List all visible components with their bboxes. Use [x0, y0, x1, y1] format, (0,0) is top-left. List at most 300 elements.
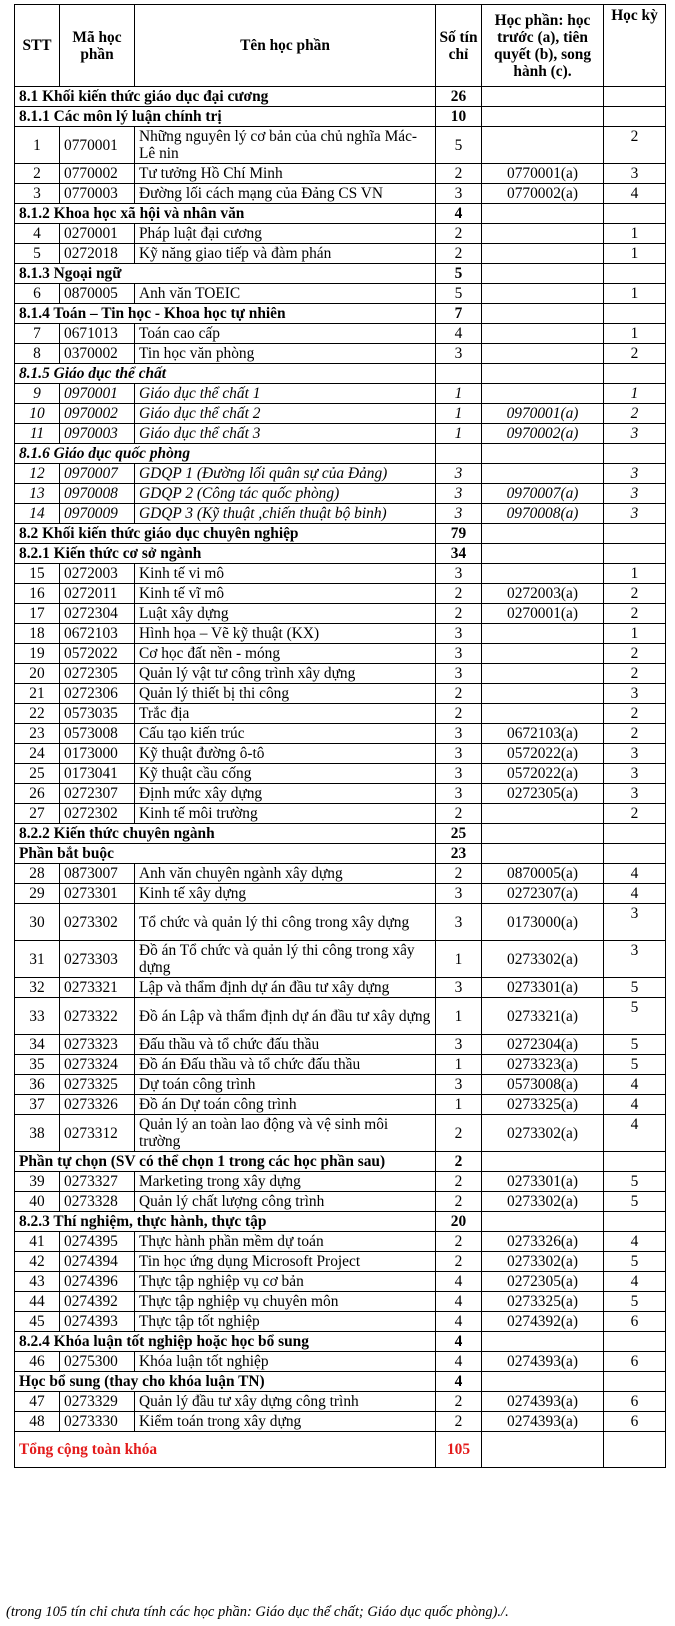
table-row — [15, 484, 666, 504]
course-credits: 1 — [436, 424, 482, 444]
header-row — [15, 5, 666, 87]
course-prereq — [482, 244, 604, 264]
prereq-cell — [482, 264, 604, 284]
prereq-cell — [482, 364, 604, 384]
course-code: 0274395 — [60, 1232, 135, 1252]
course-prereq: 0274393(a) — [482, 1352, 604, 1372]
course-semester: 3 — [604, 784, 666, 804]
table-row — [15, 1252, 666, 1272]
course-semester: 6 — [604, 1412, 666, 1432]
course-credits: 3 — [436, 1035, 482, 1055]
course-semester: 3 — [604, 764, 666, 784]
course-prereq — [482, 684, 604, 704]
semester-cell — [604, 444, 666, 464]
course-code: 0272302 — [60, 804, 135, 824]
section-credits — [436, 444, 482, 464]
prereq-cell — [482, 1212, 604, 1232]
curriculum-table — [14, 4, 666, 1468]
course-prereq — [482, 284, 604, 304]
row-stt: 32 — [15, 978, 60, 998]
course-semester: 4 — [604, 1115, 666, 1152]
course-semester: 3 — [604, 744, 666, 764]
table-row — [15, 704, 666, 724]
course-semester: 4 — [604, 864, 666, 884]
header-code: Mã học phần — [60, 5, 135, 87]
course-semester: 4 — [604, 1095, 666, 1115]
course-semester: 3 — [604, 464, 666, 484]
semester-cell — [604, 304, 666, 324]
course-semester: 5 — [604, 1192, 666, 1212]
course-credits: 3 — [436, 978, 482, 998]
course-credits: 3 — [436, 1075, 482, 1095]
row-stt: 23 — [15, 724, 60, 744]
course-name: Quản lý an toàn lao động và vệ sinh môi trường — [135, 1115, 436, 1152]
header-credits: Số tín chỉ — [436, 5, 482, 87]
semester-cell — [604, 1152, 666, 1172]
course-code: 0970001 — [60, 384, 135, 404]
table-row — [15, 344, 666, 364]
row-stt: 43 — [15, 1272, 60, 1292]
section-credits: 4 — [436, 204, 482, 224]
table-row — [15, 624, 666, 644]
course-code: 0970002 — [60, 404, 135, 424]
course-code: 0770001 — [60, 127, 135, 164]
course-name: Tin học văn phòng — [135, 344, 436, 364]
course-prereq: 0273302(a) — [482, 941, 604, 978]
course-code: 0671013 — [60, 324, 135, 344]
row-stt: 27 — [15, 804, 60, 824]
table-row — [15, 1035, 666, 1055]
row-stt: 6 — [15, 284, 60, 304]
header-name: Tên học phần — [135, 5, 436, 87]
course-code: 0672103 — [60, 624, 135, 644]
table-row — [15, 1272, 666, 1292]
section-row — [15, 544, 666, 564]
section-title: 8.1.3 Ngoại ngữ — [15, 264, 436, 284]
course-credits: 3 — [436, 564, 482, 584]
course-name: Định mức xây dựng — [135, 784, 436, 804]
course-semester: 1 — [604, 564, 666, 584]
course-name: Kinh tế vi mô — [135, 564, 436, 584]
course-prereq — [482, 324, 604, 344]
course-prereq — [482, 704, 604, 724]
course-code: 0770002 — [60, 164, 135, 184]
row-stt: 29 — [15, 884, 60, 904]
header-prereq: Học phần: học trước (a), tiên quyết (b), song hành (c). — [482, 5, 604, 87]
course-code: 0272011 — [60, 584, 135, 604]
table-row — [15, 164, 666, 184]
course-name: Trắc địa — [135, 704, 436, 724]
course-semester: 2 — [604, 344, 666, 364]
course-code: 0272018 — [60, 244, 135, 264]
course-name: Tổ chức và quản lý thi công trong xây dựng — [135, 904, 436, 941]
course-credits: 2 — [436, 704, 482, 724]
course-prereq: 0273302(a) — [482, 1252, 604, 1272]
course-semester: 6 — [604, 1352, 666, 1372]
course-code: 0272304 — [60, 604, 135, 624]
section-row — [15, 1332, 666, 1352]
section-row — [15, 524, 666, 544]
course-credits: 3 — [436, 764, 482, 784]
footnote: (trong 105 tín chỉ chưa tính các học phần: Giáo dục thể chất; Giáo dục quốc phòng)./. — [6, 1604, 509, 1620]
prereq-cell — [482, 1432, 604, 1468]
course-semester: 1 — [604, 244, 666, 264]
course-code: 0573008 — [60, 724, 135, 744]
course-prereq — [482, 804, 604, 824]
course-semester: 2 — [604, 404, 666, 424]
semester-cell — [604, 364, 666, 384]
table-row — [15, 744, 666, 764]
table-row — [15, 724, 666, 744]
course-semester: 4 — [604, 1075, 666, 1095]
course-credits: 1 — [436, 998, 482, 1035]
course-code: 0274396 — [60, 1272, 135, 1292]
course-prereq: 0273325(a) — [482, 1292, 604, 1312]
table-row — [15, 464, 666, 484]
course-name: Tư tưởng Hồ Chí Minh — [135, 164, 436, 184]
row-stt: 7 — [15, 324, 60, 344]
total-label: Tổng cộng toàn khóa — [15, 1432, 436, 1468]
section-credits: 34 — [436, 544, 482, 564]
course-name: Anh văn TOEIC — [135, 284, 436, 304]
course-semester: 5 — [604, 998, 666, 1035]
course-code: 0573035 — [60, 704, 135, 724]
section-title: 8.1.6 Giáo dục quốc phòng — [15, 444, 436, 464]
table-row — [15, 1292, 666, 1312]
section-row — [15, 264, 666, 284]
course-credits: 2 — [436, 1115, 482, 1152]
course-semester: 1 — [604, 284, 666, 304]
semester-cell — [604, 824, 666, 844]
course-code: 0273302 — [60, 904, 135, 941]
section-row — [15, 844, 666, 864]
course-semester: 3 — [604, 941, 666, 978]
semester-cell — [604, 204, 666, 224]
course-code: 0273301 — [60, 884, 135, 904]
table-row — [15, 1055, 666, 1075]
course-credits: 2 — [436, 864, 482, 884]
row-stt: 8 — [15, 344, 60, 364]
course-prereq: 0970002(a) — [482, 424, 604, 444]
section-title: 8.2 Khối kiến thức giáo dục chuyên nghiệp — [15, 524, 436, 544]
section-credits: 26 — [436, 87, 482, 107]
course-credits: 1 — [436, 1095, 482, 1115]
course-code: 0273321 — [60, 978, 135, 998]
section-row — [15, 1152, 666, 1172]
course-name: Cơ học đất nền - móng — [135, 644, 436, 664]
section-title: 8.2.4 Khóa luận tốt nghiệp hoặc học bổ sung — [15, 1332, 436, 1352]
course-credits: 2 — [436, 1172, 482, 1192]
course-prereq: 0970007(a) — [482, 484, 604, 504]
course-semester: 3 — [604, 164, 666, 184]
course-name: Thực tập nghiệp vụ chuyên môn — [135, 1292, 436, 1312]
course-semester: 2 — [604, 804, 666, 824]
course-name: Toán cao cấp — [135, 324, 436, 344]
course-prereq: 0970001(a) — [482, 404, 604, 424]
row-stt: 37 — [15, 1095, 60, 1115]
section-row — [15, 107, 666, 127]
prereq-cell — [482, 107, 604, 127]
table-row — [15, 1115, 666, 1152]
section-credits: 4 — [436, 1372, 482, 1392]
course-semester: 4 — [604, 184, 666, 204]
section-title: 8.1.4 Toán – Tin học - Khoa học tự nhiên — [15, 304, 436, 324]
section-title: Phần tự chọn (SV có thể chọn 1 trong các học phần sau) — [15, 1152, 436, 1172]
semester-cell — [604, 1212, 666, 1232]
course-name: Khóa luận tốt nghiệp — [135, 1352, 436, 1372]
semester-cell — [604, 844, 666, 864]
semester-cell — [604, 524, 666, 544]
course-prereq: 0970008(a) — [482, 504, 604, 524]
course-prereq: 0572022(a) — [482, 764, 604, 784]
course-prereq: 0273323(a) — [482, 1055, 604, 1075]
table-row — [15, 998, 666, 1035]
table-row — [15, 978, 666, 998]
course-prereq: 0273321(a) — [482, 998, 604, 1035]
course-prereq: 0273302(a) — [482, 1192, 604, 1212]
course-semester: 2 — [604, 644, 666, 664]
row-stt: 24 — [15, 744, 60, 764]
row-stt: 30 — [15, 904, 60, 941]
section-credits: 2 — [436, 1152, 482, 1172]
course-prereq: 0572022(a) — [482, 744, 604, 764]
table-row — [15, 1412, 666, 1432]
course-credits: 2 — [436, 604, 482, 624]
section-title: 8.1.5 Giáo dục thể chất — [15, 364, 436, 384]
course-code: 0970008 — [60, 484, 135, 504]
course-credits: 3 — [436, 664, 482, 684]
row-stt: 1 — [15, 127, 60, 164]
table-row — [15, 604, 666, 624]
total-credits: 105 — [436, 1432, 482, 1468]
course-code: 0273303 — [60, 941, 135, 978]
course-semester: 3 — [604, 504, 666, 524]
semester-cell — [604, 1432, 666, 1468]
course-name: Quản lý đầu tư xây dựng công trình — [135, 1392, 436, 1412]
course-semester: 6 — [604, 1312, 666, 1332]
table-row — [15, 884, 666, 904]
course-credits: 5 — [436, 127, 482, 164]
course-name: Kỹ thuật cầu cống — [135, 764, 436, 784]
course-semester: 1 — [604, 324, 666, 344]
course-name: Đồ án Tổ chức và quản lý thi công trong xây dựng — [135, 941, 436, 978]
table-row — [15, 864, 666, 884]
course-code: 0274392 — [60, 1292, 135, 1312]
course-credits: 3 — [436, 744, 482, 764]
section-row — [15, 87, 666, 107]
course-code: 0274394 — [60, 1252, 135, 1272]
row-stt: 18 — [15, 624, 60, 644]
course-credits: 1 — [436, 404, 482, 424]
course-credits: 3 — [436, 904, 482, 941]
row-stt: 26 — [15, 784, 60, 804]
course-prereq: 0273301(a) — [482, 978, 604, 998]
section-credits: 7 — [436, 304, 482, 324]
course-code: 0272003 — [60, 564, 135, 584]
course-name: GDQP 1 (Đường lối quân sự của Đảng) — [135, 464, 436, 484]
course-credits: 3 — [436, 884, 482, 904]
course-credits: 4 — [436, 1312, 482, 1332]
table-row — [15, 1075, 666, 1095]
course-prereq: 0272305(a) — [482, 1272, 604, 1292]
course-semester: 2 — [604, 584, 666, 604]
section-credits: 25 — [436, 824, 482, 844]
course-credits: 1 — [436, 1055, 482, 1075]
course-credits: 3 — [436, 644, 482, 664]
course-name: Quản lý thiết bị thi công — [135, 684, 436, 704]
course-code: 0272306 — [60, 684, 135, 704]
course-name: Pháp luật đại cương — [135, 224, 436, 244]
section-row — [15, 204, 666, 224]
course-code: 0273324 — [60, 1055, 135, 1075]
row-stt: 31 — [15, 941, 60, 978]
course-name: Đấu thầu và tổ chức đấu thầu — [135, 1035, 436, 1055]
table-row — [15, 784, 666, 804]
row-stt: 21 — [15, 684, 60, 704]
course-name: Kinh tế vĩ mô — [135, 584, 436, 604]
row-stt: 45 — [15, 1312, 60, 1332]
course-semester: 4 — [604, 1272, 666, 1292]
table-row — [15, 324, 666, 344]
course-code: 0272307 — [60, 784, 135, 804]
course-credits: 3 — [436, 464, 482, 484]
course-prereq: 0273301(a) — [482, 1172, 604, 1192]
table-row — [15, 284, 666, 304]
course-code: 0970009 — [60, 504, 135, 524]
course-name: Kinh tế môi trường — [135, 804, 436, 824]
course-credits: 4 — [436, 1272, 482, 1292]
row-stt: 48 — [15, 1412, 60, 1432]
section-title: Phần bắt buộc — [15, 844, 436, 864]
row-stt: 46 — [15, 1352, 60, 1372]
table-row — [15, 1312, 666, 1332]
course-prereq: 0274393(a) — [482, 1412, 604, 1432]
semester-cell — [604, 87, 666, 107]
table-row — [15, 804, 666, 824]
course-semester: 5 — [604, 1252, 666, 1272]
table-row — [15, 504, 666, 524]
total-row — [15, 1432, 666, 1468]
row-stt: 39 — [15, 1172, 60, 1192]
course-credits: 3 — [436, 504, 482, 524]
course-semester: 5 — [604, 1035, 666, 1055]
row-stt: 12 — [15, 464, 60, 484]
course-code: 0873007 — [60, 864, 135, 884]
course-name: Thực hành phần mềm dự toán — [135, 1232, 436, 1252]
course-semester: 5 — [604, 1292, 666, 1312]
row-stt: 16 — [15, 584, 60, 604]
course-prereq: 0770002(a) — [482, 184, 604, 204]
section-credits: 79 — [436, 524, 482, 544]
semester-cell — [604, 107, 666, 127]
table-row — [15, 941, 666, 978]
course-name: Đồ án Lập và thẩm định dự án đầu tư xây dựng — [135, 998, 436, 1035]
course-semester: 4 — [604, 884, 666, 904]
table-row — [15, 224, 666, 244]
course-name: Kỹ thuật đường ô-tô — [135, 744, 436, 764]
course-code: 0273323 — [60, 1035, 135, 1055]
prereq-cell — [482, 844, 604, 864]
course-code: 0272305 — [60, 664, 135, 684]
semester-cell — [604, 1332, 666, 1352]
course-semester: 2 — [604, 127, 666, 164]
section-title: 8.2.3 Thí nghiệm, thực hành, thực tập — [15, 1212, 436, 1232]
course-credits: 2 — [436, 1412, 482, 1432]
course-semester: 3 — [604, 684, 666, 704]
course-code: 0870005 — [60, 284, 135, 304]
table-row — [15, 644, 666, 664]
section-row — [15, 444, 666, 464]
section-title: 8.2.1 Kiến thức cơ sở ngành — [15, 544, 436, 564]
table-row — [15, 244, 666, 264]
table-row — [15, 384, 666, 404]
section-title: 8.1 Khối kiến thức giáo dục đại cương — [15, 87, 436, 107]
section-credits: 10 — [436, 107, 482, 127]
row-stt: 13 — [15, 484, 60, 504]
table-row — [15, 1095, 666, 1115]
course-prereq — [482, 224, 604, 244]
semester-cell — [604, 544, 666, 564]
course-semester: 4 — [604, 1232, 666, 1252]
prereq-cell — [482, 444, 604, 464]
section-credits: 5 — [436, 264, 482, 284]
course-name: Kiểm toán trong xây dựng — [135, 1412, 436, 1432]
row-stt: 25 — [15, 764, 60, 784]
row-stt: 10 — [15, 404, 60, 424]
course-code: 0273322 — [60, 998, 135, 1035]
course-prereq: 0272305(a) — [482, 784, 604, 804]
header-semester: Học kỳ — [604, 5, 666, 87]
course-semester: 3 — [604, 484, 666, 504]
course-prereq: 0274392(a) — [482, 1312, 604, 1332]
table-row — [15, 404, 666, 424]
section-title: 8.1.1 Các môn lý luận chính trị — [15, 107, 436, 127]
table-row — [15, 564, 666, 584]
course-name: Giáo dục thể chất 1 — [135, 384, 436, 404]
header-stt: STT — [15, 5, 60, 87]
course-name: Marketing trong xây dựng — [135, 1172, 436, 1192]
course-name: Đồ án Đấu thầu và tổ chức đấu thầu — [135, 1055, 436, 1075]
section-row — [15, 824, 666, 844]
prereq-cell — [482, 544, 604, 564]
table-row — [15, 1192, 666, 1212]
course-name: Cấu tạo kiến trúc — [135, 724, 436, 744]
row-stt: 22 — [15, 704, 60, 724]
course-code: 0275300 — [60, 1352, 135, 1372]
table-row — [15, 584, 666, 604]
course-credits: 2 — [436, 584, 482, 604]
course-credits: 2 — [436, 1392, 482, 1412]
course-prereq — [482, 384, 604, 404]
course-code: 0273330 — [60, 1412, 135, 1432]
course-name: Quản lý vật tư công trình xây dựng — [135, 664, 436, 684]
course-prereq: 0274393(a) — [482, 1392, 604, 1412]
course-code: 0273326 — [60, 1095, 135, 1115]
row-stt: 42 — [15, 1252, 60, 1272]
section-credits — [436, 364, 482, 384]
course-semester: 2 — [604, 704, 666, 724]
table-row — [15, 764, 666, 784]
table-row — [15, 1392, 666, 1412]
course-prereq — [482, 644, 604, 664]
course-semester: 5 — [604, 978, 666, 998]
table-row — [15, 904, 666, 941]
prereq-cell — [482, 1372, 604, 1392]
course-credits: 2 — [436, 804, 482, 824]
course-name: Những nguyên lý cơ bản của chủ nghĩa Mác-Lê nin — [135, 127, 436, 164]
course-name: Thực tập nghiệp vụ cơ bản — [135, 1272, 436, 1292]
row-stt: 28 — [15, 864, 60, 884]
